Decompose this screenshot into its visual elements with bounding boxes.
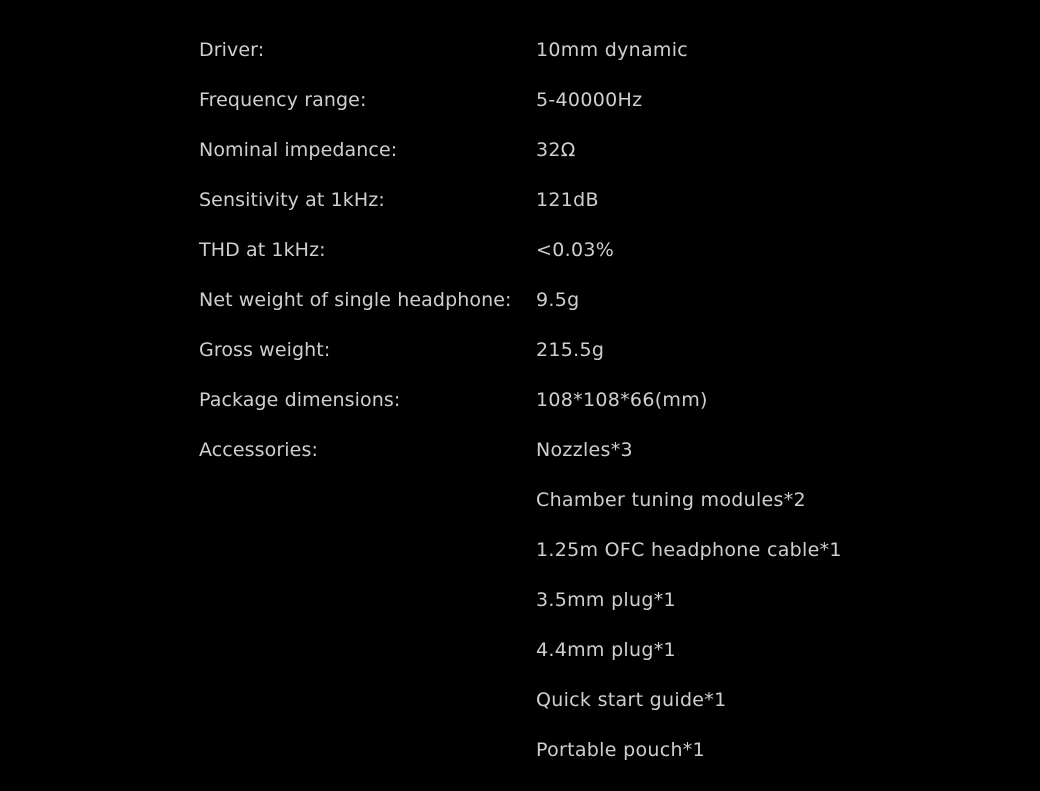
- spec-table: [199, 25, 959, 775]
- spec-row-frequency-range: [199, 75, 959, 125]
- spec-label: Nominal impedance:: [199, 139, 398, 161]
- spec-label: THD at 1kHz:: [199, 239, 326, 261]
- spec-value: <0.03%: [536, 239, 615, 261]
- spec-values: [536, 275, 959, 325]
- accessory-item: 1.25m OFC headphone cable*1: [536, 539, 842, 561]
- spec-row-gross-weight: [199, 325, 959, 375]
- spec-value: 121dB: [536, 189, 599, 211]
- accessory-item: Nozzles*3: [536, 439, 633, 461]
- spec-row-thd: [199, 225, 959, 275]
- spec-value: 108*108*66(mm): [536, 389, 708, 411]
- spec-label: Gross weight:: [199, 339, 331, 361]
- spec-row-nominal-impedance: [199, 125, 959, 175]
- spec-value: 10mm dynamic: [536, 39, 689, 61]
- accessory-item: Quick start guide*1: [536, 689, 727, 711]
- spec-label: Net weight of single headphone:: [199, 289, 512, 311]
- spec-label: Driver:: [199, 39, 265, 61]
- spec-row-driver: [199, 25, 959, 75]
- spec-value: 215.5g: [536, 339, 605, 361]
- spec-label: Frequency range:: [199, 89, 367, 111]
- accessory-item: Chamber tuning modules*2: [536, 489, 806, 511]
- spec-values: [536, 375, 959, 425]
- accessory-item: 4.4mm plug*1: [536, 639, 676, 661]
- spec-values: [536, 75, 959, 125]
- spec-label: Package dimensions:: [199, 389, 401, 411]
- spec-values: [536, 175, 959, 225]
- spec-values: [536, 225, 959, 275]
- spec-label: Accessories:: [199, 439, 318, 461]
- accessory-item: Portable pouch*1: [536, 739, 705, 761]
- spec-row-package-dimensions: [199, 375, 959, 425]
- spec-values: [536, 25, 959, 75]
- accessories-list: [536, 425, 959, 775]
- spec-value: 5-40000Hz: [536, 89, 643, 111]
- spec-label: Sensitivity at 1kHz:: [199, 189, 385, 211]
- spec-value: 9.5g: [536, 289, 580, 311]
- spec-values: [536, 125, 959, 175]
- spec-row-sensitivity: [199, 175, 959, 225]
- spec-row-accessories: [199, 425, 959, 775]
- spec-value: 32Ω: [536, 139, 576, 161]
- spec-row-net-weight: [199, 275, 959, 325]
- accessory-item: 3.5mm plug*1: [536, 589, 676, 611]
- spec-values: [536, 325, 959, 375]
